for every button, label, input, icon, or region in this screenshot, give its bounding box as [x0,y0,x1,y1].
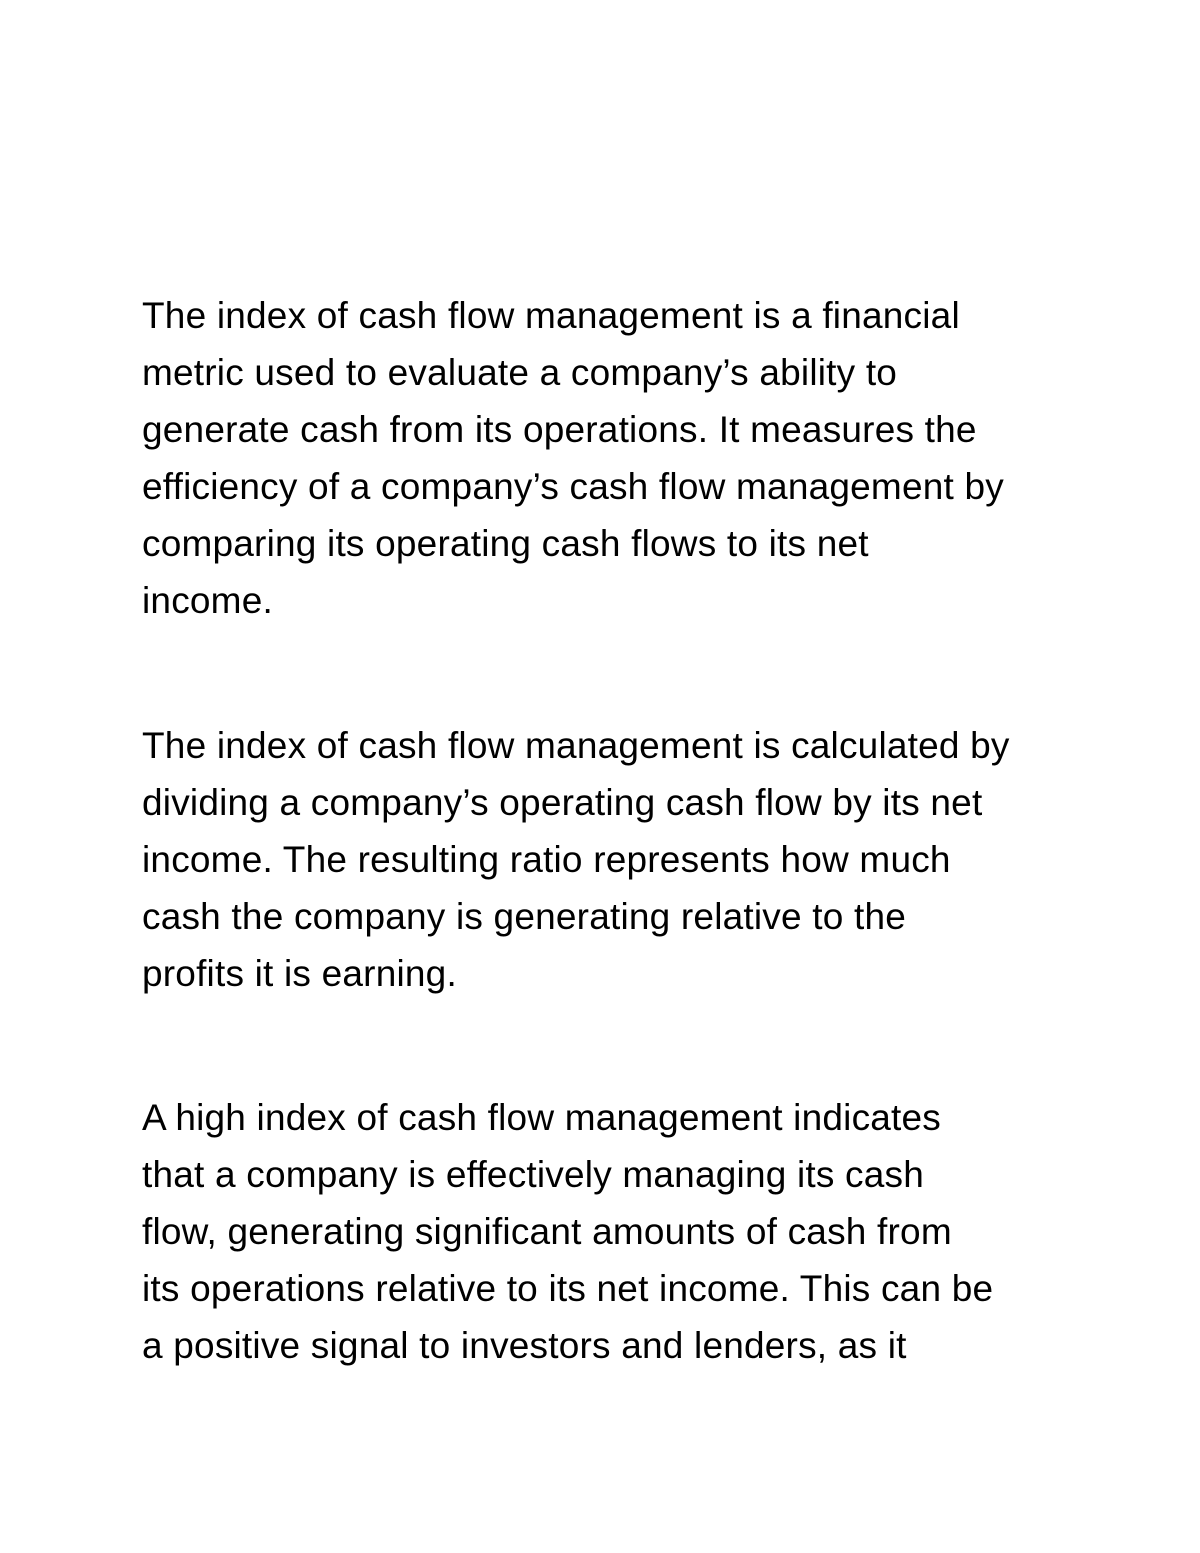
paragraph-line: flow, generating significant amounts of cash from [142,1211,952,1252]
paragraph-calculation [142,717,1082,1002]
paragraph-line: dividing a company’s operating cash flow by its net [142,782,983,823]
paragraph-line: A high index of cash flow management indicates [142,1097,942,1138]
paragraph-line: The index of cash flow management is calculated by [142,725,1010,766]
paragraph-line: income. The resulting ratio represents how much [142,839,951,880]
paragraph-line: that a company is effectively managing its cash [142,1154,925,1195]
paragraph-line: generate cash from its operations. It measures the [142,409,977,450]
paragraph-line: a positive signal to investors and lenders, as it [142,1325,907,1366]
paragraph-interpretation [142,1089,1082,1374]
paragraph-line: its operations relative to its net income. This can be [142,1268,994,1309]
paragraph-line: metric used to evaluate a company’s ability to [142,352,898,393]
paragraph-line: income. [142,580,273,621]
paragraph-line: comparing its operating cash flows to its net [142,523,869,564]
paragraph-definition [142,287,1082,629]
paragraph-line: efficiency of a company’s cash flow management by [142,466,1004,507]
paragraph-line: profits it is earning. [142,953,457,994]
paragraph-line: cash the company is generating relative to the [142,896,907,937]
paragraph-line: The index of cash flow management is a financial [142,295,960,336]
